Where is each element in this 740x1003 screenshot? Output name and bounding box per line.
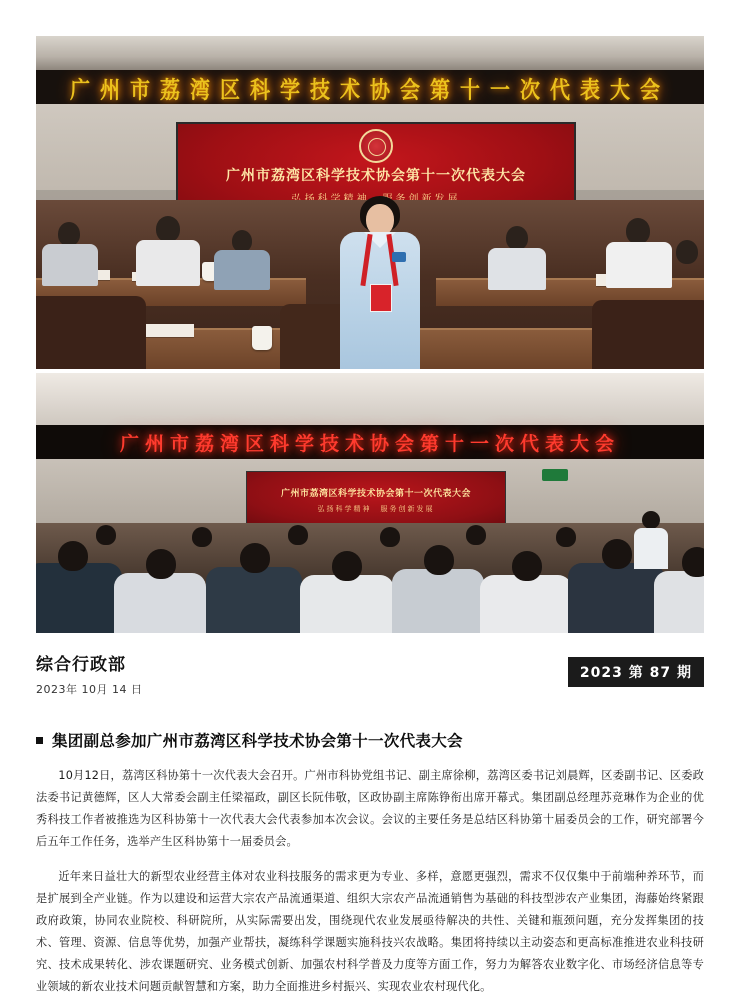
audience-member	[512, 551, 542, 581]
audience-member	[288, 525, 308, 545]
featured-person	[328, 196, 432, 369]
stage-subtitle: 弘扬科学精神 服务创新发展	[317, 505, 435, 513]
audience-member	[300, 575, 394, 633]
article-paragraph: 近年来日益壮大的新型农业经营主体对农业科技服务的需求更为专业、多样，意愿更强烈，需求不仅仅集中于前端种养环节，而是扩展到全产业链。作为以建设和运营大宗农产品流通渠道、组织大宗农产品流通销售为基础的科技型涉农产业集团，海藤始终紧跟政府政策，协同农业院校、科研院所，从实际需要出发，围绕现代农业发展亟待解决的共性、关键和瓶颈问题，充分发挥集团的技术、管理、资源、信息等优势，加强产业帮扶，凝练科学课题实施科技兴农战略。集团将持续以主动姿态和更高标准推进农业科技研究、技术成果转化、涉农课题研究、业务模式创新、加强农村科学普及力度等方面工作，努力为解答农业数字化、市场经济信息等专业领域的新农业技术问题贡献智慧和方案，助力全面推进乡村振兴、实现农业农村现代化。	[36, 870, 704, 993]
attendee-head	[676, 240, 698, 264]
attendee-head	[156, 216, 180, 242]
head	[642, 511, 660, 529]
cup	[252, 326, 272, 350]
article-headline	[36, 729, 704, 751]
attendee-head	[232, 230, 252, 252]
attendee-head	[58, 222, 80, 246]
stage-title: 广州市荔湾区科学技术协会第十一次代表大会	[280, 489, 471, 499]
audience-member	[556, 527, 576, 547]
audience-area	[36, 523, 704, 633]
led-banner	[36, 425, 704, 459]
attendee-body	[214, 250, 270, 290]
attendee-body	[488, 248, 546, 290]
audience-member	[146, 549, 176, 579]
ceiling	[36, 36, 704, 70]
photo-conference-portrait	[36, 36, 704, 369]
stage-screen	[246, 471, 506, 527]
bullet-icon	[36, 737, 43, 744]
audience-member	[96, 525, 116, 545]
led-banner-text: 广州市荔湾区科学技术协会第十一次代表大会	[119, 432, 620, 455]
audience-member	[58, 541, 88, 571]
attendee-body	[42, 244, 98, 286]
led-banner-text: 广州市荔湾区科学技术协会第十一次代表大会	[70, 74, 670, 103]
person-face	[366, 204, 394, 236]
standing-attendee	[632, 511, 672, 569]
issue-badge: 2023 第 87 期	[568, 657, 704, 687]
attendee-head	[626, 218, 650, 244]
audience-member	[332, 551, 362, 581]
article-paragraph: 10月12日，荔湾区科协第十一次代表大会召开。广州市科协党组书记、副主席徐柳，荔湾区委书记刘晨辉，区委副书记、区委政法委书记黄德辉，区人大常委会副主任梁福政，副区长阮伟敬，区政协副主席陈铮衔出席开幕式。集团副总经理苏竞琳作为企业的优秀科技工作者被推选为区科协第十一次代表大会代表参加本次会议。会议的主要任务是总结区科协第十届委员会的工作，研究部署今后五年工作任务，选举产生区科协第十一届委员会。	[36, 769, 704, 848]
audience-member	[682, 547, 704, 577]
audience-member	[240, 543, 270, 573]
attendee-head	[506, 226, 528, 250]
led-banner	[36, 70, 704, 104]
id-badge	[370, 284, 392, 312]
document-meta	[36, 655, 704, 701]
department-name: 综合行政部	[36, 655, 126, 675]
chair	[36, 296, 146, 369]
exit-sign-icon	[542, 469, 568, 481]
chair	[592, 300, 704, 369]
audience-member	[568, 563, 664, 633]
audience-member	[380, 527, 400, 547]
audience-member	[36, 563, 122, 633]
audience-member	[602, 539, 632, 569]
audience-member	[114, 573, 206, 633]
stage-title: 广州市荔湾区科学技术协会第十一次代表大会	[226, 168, 526, 184]
audience-member	[466, 525, 486, 545]
body	[634, 528, 668, 569]
audience-member	[424, 545, 454, 575]
audience-member	[654, 571, 704, 633]
ceiling	[36, 373, 704, 425]
attendee-body	[606, 242, 672, 288]
audience-member	[192, 527, 212, 547]
attendee-body	[136, 240, 200, 286]
emblem-icon	[359, 129, 393, 163]
audience-member	[206, 567, 302, 633]
photo-conference-hall	[36, 373, 704, 633]
headline-text: 集团副总参加广州市荔湾区科学技术协会第十一次代表大会	[52, 732, 463, 750]
shirt-logo	[392, 252, 406, 262]
audience-member	[392, 569, 484, 633]
audience-member	[480, 575, 572, 633]
publish-date: 2023年 10月 14 日	[36, 683, 143, 697]
